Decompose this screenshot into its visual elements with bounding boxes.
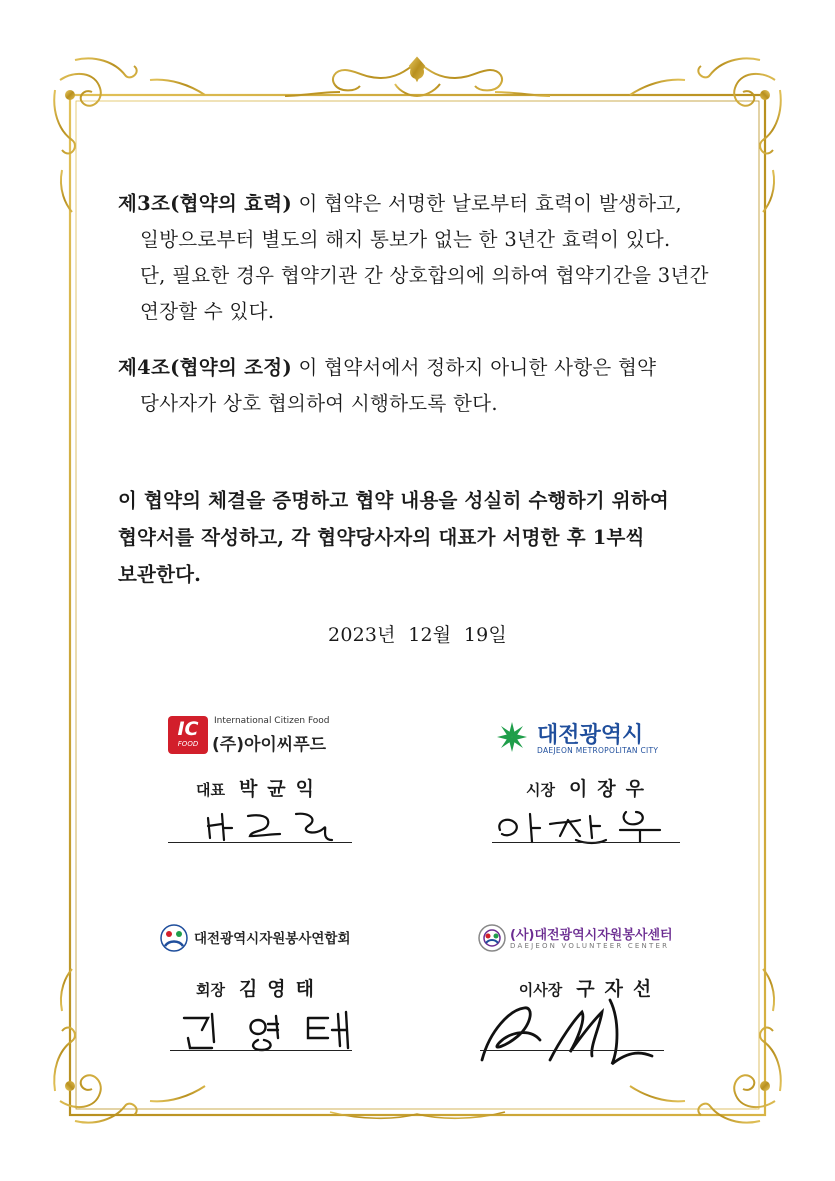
agreement-date: 2023년 12월 19일 (328, 624, 507, 646)
icfood-name: 박균익 (238, 778, 325, 800)
volunteer-center-signature (470, 990, 670, 1074)
daejeon-city-representative (470, 774, 710, 801)
article-3-line-1: 제3조(협약의 효력) 이 협약은 서명한 날로부터 효력이 발생하고, (118, 192, 682, 215)
closing-line-3: 보관한다. (118, 563, 202, 586)
volunteer-association-signature-line (170, 1050, 352, 1051)
volunteer-center-logo (478, 922, 708, 962)
daejeon-city-name: 이장우 (568, 778, 655, 800)
volunteer-association-logo-name: 대전광역시자원봉사연합회 (194, 931, 351, 947)
daejeon-city-logo-name: 대전광역시 (537, 723, 644, 748)
article-3-line-3: 단, 필요한 경우 협약기관 간 상호합의에 의하여 협약기간을 3년간 (140, 264, 709, 287)
signatory-daejeon-city (470, 712, 710, 862)
article-3-line-4: 연장할 수 있다. (140, 300, 275, 323)
volunteer-center-emblem-icon (478, 924, 506, 952)
volunteer-center-logo-sub: DAEJEON VOLUNTEER CENTER (510, 942, 670, 950)
daejeon-city-emblem-icon (495, 720, 529, 754)
article-3-heading: 제3조(협약의 효력) (118, 192, 292, 215)
icfood-signature-line (168, 842, 352, 843)
signatory-icfood (140, 712, 380, 862)
article-4-heading: 제4조(협약의 조정) (118, 356, 292, 379)
volunteer-association-logo (160, 922, 390, 956)
volunteer-center-signature-line (480, 1050, 664, 1051)
icfood-title: 대표 (195, 781, 225, 799)
icfood-representative (140, 774, 380, 801)
article-4-line-1: 제4조(협약의 조정) 이 협약서에서 정하지 아니한 사항은 협약 (118, 356, 657, 379)
closing-line-1: 이 협약의 체결을 증명하고 협약 내용을 성실히 수행하기 위하여 (118, 489, 669, 512)
closing-line-2: 협약서를 작성하고, 각 협약당사자의 대표가 서명한 후 1부씩 (118, 526, 645, 549)
volunteer-center-logo-name: (사)대전광역시자원봉사센터 (510, 928, 673, 943)
volunteer-association-signature (178, 1008, 368, 1052)
daejeon-city-signature-line (492, 842, 680, 843)
top-crest-ornament (285, 58, 550, 96)
volunteer-association-name: 김영태 (238, 978, 325, 1000)
icfood-logo-mark: IC FOOD (168, 716, 208, 754)
volunteer-center-title: 이사장 (518, 981, 563, 999)
volunteer-association-emblem-icon (160, 924, 188, 952)
article-3 (118, 186, 728, 330)
signatory-volunteer-center (470, 922, 710, 1082)
daejeon-city-logo-sub: DAEJEON METROPOLITAN CITY (537, 746, 659, 755)
volunteer-association-title: 회장 (195, 981, 225, 999)
icfood-signature (200, 806, 370, 846)
icfood-logo (168, 712, 368, 762)
article-3-line-2: 일방으로부터 별도의 해지 통보가 없는 한 3년간 효력이 있다. (140, 228, 671, 251)
volunteer-association-representative (140, 974, 380, 1001)
volunteer-center-name: 구자선 (576, 978, 662, 1000)
icfood-logo-tagline: International Citizen Food (214, 716, 330, 726)
icfood-logo-name: (주)아이씨푸드 (212, 735, 327, 755)
article-4-line-2: 당사자가 상호 협의하여 시행하도록 한다. (140, 392, 498, 415)
daejeon-city-logo (495, 718, 695, 764)
signatory-volunteer-association (140, 922, 380, 1072)
daejeon-city-title: 시장 (525, 781, 555, 799)
article-4 (118, 350, 728, 422)
closing-statement (118, 482, 728, 593)
